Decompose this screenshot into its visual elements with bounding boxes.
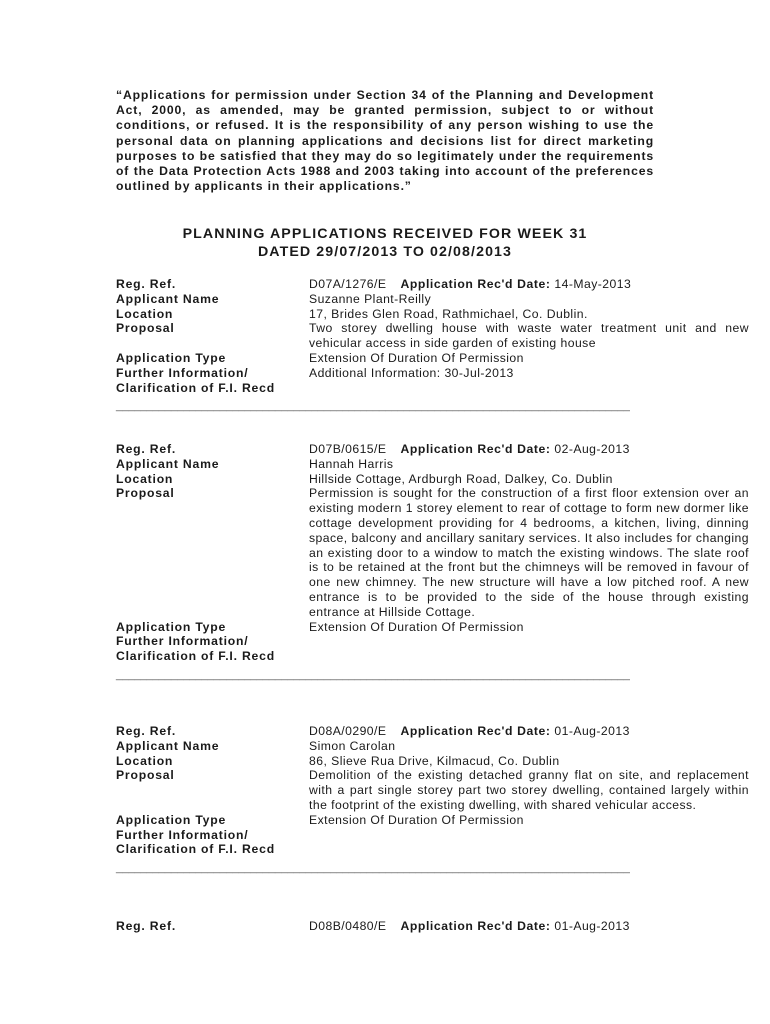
reg-ref-label: Reg. Ref. bbox=[116, 919, 177, 933]
applicant-label: Applicant Name bbox=[116, 291, 220, 306]
reg-ref-value: D07A/1276/E bbox=[309, 277, 387, 291]
applicant-label: Applicant Name bbox=[116, 738, 220, 753]
clarification-label: Clarification of F.I. Recd bbox=[116, 649, 275, 664]
further-info-label: Further Information/ bbox=[116, 634, 249, 649]
recd-date-label: Application Rec'd Date: bbox=[400, 724, 551, 738]
reg-ref-value: D07B/0615/E bbox=[309, 442, 387, 456]
location-row bbox=[116, 307, 752, 322]
recd-date-value: 02-Aug-2013 bbox=[554, 442, 630, 456]
further-info-value bbox=[309, 828, 749, 843]
app-type-row bbox=[116, 620, 752, 635]
clarification-row bbox=[116, 649, 752, 664]
reg-ref-label: Reg. Ref. bbox=[116, 724, 177, 738]
location-value: 86, Slieve Rua Drive, Kilmacud, Co. Dublin bbox=[309, 753, 560, 768]
further-info-label: Further Information/ bbox=[116, 827, 249, 842]
recd-date-label: Application Rec'd Date: bbox=[400, 277, 551, 291]
proposal-value: Two storey dwelling house with waste water treatment unit and new vehicular access in side garden of existing house bbox=[309, 321, 749, 351]
recd-date-value: 01-Aug-2013 bbox=[554, 724, 630, 738]
clarification-label: Clarification of F.I. Recd bbox=[116, 380, 275, 395]
application-record-3 bbox=[116, 724, 752, 875]
clarification-label: Clarification of F.I. Recd bbox=[116, 842, 275, 857]
location-row bbox=[116, 754, 752, 769]
reg-ref-row bbox=[116, 724, 752, 739]
further-info-value bbox=[309, 634, 749, 649]
applicant-value: Suzanne Plant-Reilly bbox=[309, 291, 432, 306]
applicant-value: Hannah Harris bbox=[309, 456, 394, 471]
proposal-label: Proposal bbox=[116, 486, 175, 501]
further-info-row bbox=[116, 828, 752, 843]
proposal-label: Proposal bbox=[116, 321, 175, 336]
reg-ref-label: Reg. Ref. bbox=[116, 277, 177, 291]
proposal-row bbox=[116, 321, 752, 351]
proposal-value: Demolition of the existing detached granny flat on site, and replacement with a part single storey part two storey dwelling, contained largely within the footprint of the existing dwelling, with shared vehicular access. bbox=[309, 768, 749, 812]
reg-ref-label: Reg. Ref. bbox=[116, 442, 177, 456]
recd-date-value: 01-Aug-2013 bbox=[554, 919, 630, 933]
location-label: Location bbox=[116, 306, 174, 321]
application-record-4 bbox=[116, 919, 752, 934]
location-value: Hillside Cottage, Ardburgh Road, Dalkey, Co. Dublin bbox=[309, 471, 613, 486]
application-record-2 bbox=[116, 442, 752, 682]
proposal-value: Permission is sought for the construction of a first floor extension over an existing modern 1 storey element to rear of cottage to form new dormer like cottage development providing for 4 bedrooms, a kitchen, living, dinning space, balcony and ancillary sanitary services. It also includes for changing an existing door to a window to match the existing windows. The slate roof is to be retained at the front but the chimneys will be removed in favour of one new chimney. The new structure will have a low pitched roof. A new entrance is to be provided to the side of the house through existing entrance at Hillside Cottage. bbox=[309, 486, 749, 619]
recd-date-value: 14-May-2013 bbox=[554, 277, 632, 291]
reg-ref-value: D08A/0290/E bbox=[309, 724, 387, 738]
reg-ref-row bbox=[116, 277, 752, 292]
applicant-value: Simon Carolan bbox=[309, 738, 396, 753]
page-heading bbox=[116, 225, 654, 261]
app-type-label: Application Type bbox=[116, 812, 227, 827]
location-label: Location bbox=[116, 753, 174, 768]
disclaimer-text: “Applications for permission under Section 34 of the Planning and Development Act, 2000, as amended, may be granted permission, subject to or without conditions, or refused. It is the responsibility of any person wishing to use the personal data on planning applications and decisions list for direct marketing purposes to be satisfied that they may do so legitimately under the requirements of the Data Protection Acts 1988 and 2003 taking into account of the preferences outlined by applicants in their applications.” bbox=[116, 88, 654, 194]
record-separator: ____________________________________________________________________________________ bbox=[116, 668, 630, 681]
applicant-row bbox=[116, 739, 752, 754]
heading-title: PLANNING APPLICATIONS RECEIVED FOR WEEK 31 bbox=[182, 226, 588, 242]
app-type-value: Extension Of Duration Of Permission bbox=[309, 350, 524, 365]
app-type-row bbox=[116, 813, 752, 828]
proposal-row bbox=[116, 768, 752, 812]
reg-ref-row bbox=[116, 919, 752, 934]
clarification-row bbox=[116, 381, 752, 396]
proposal-label: Proposal bbox=[116, 768, 175, 783]
record-separator: ____________________________________________________________________________________ bbox=[116, 400, 630, 413]
location-value: 17, Brides Glen Road, Rathmichael, Co. Dublin. bbox=[309, 306, 588, 321]
applicant-row bbox=[116, 457, 752, 472]
recd-date-label: Application Rec'd Date: bbox=[400, 919, 551, 933]
further-info-row bbox=[116, 634, 752, 649]
app-type-value: Extension Of Duration Of Permission bbox=[309, 619, 524, 634]
location-label: Location bbox=[116, 471, 174, 486]
reg-ref-value: D08B/0480/E bbox=[309, 919, 387, 933]
clarification-row bbox=[116, 842, 752, 857]
applicant-row bbox=[116, 292, 752, 307]
proposal-row bbox=[116, 486, 752, 619]
reg-ref-row bbox=[116, 442, 752, 457]
app-type-value: Extension Of Duration Of Permission bbox=[309, 812, 524, 827]
further-info-label: Further Information/ bbox=[116, 365, 249, 380]
app-type-label: Application Type bbox=[116, 619, 227, 634]
further-info-row bbox=[116, 366, 752, 381]
location-row bbox=[116, 472, 752, 487]
application-record-1 bbox=[116, 277, 752, 413]
recd-date-label: Application Rec'd Date: bbox=[400, 442, 551, 456]
further-info-value: Additional Information: 30-Jul-2013 bbox=[309, 365, 514, 380]
app-type-row bbox=[116, 351, 752, 366]
app-type-label: Application Type bbox=[116, 350, 227, 365]
applicant-label: Applicant Name bbox=[116, 456, 220, 471]
heading-dates: DATED 29/07/2013 TO 02/08/2013 bbox=[257, 244, 513, 260]
record-separator: ____________________________________________________________________________________ bbox=[116, 862, 630, 875]
